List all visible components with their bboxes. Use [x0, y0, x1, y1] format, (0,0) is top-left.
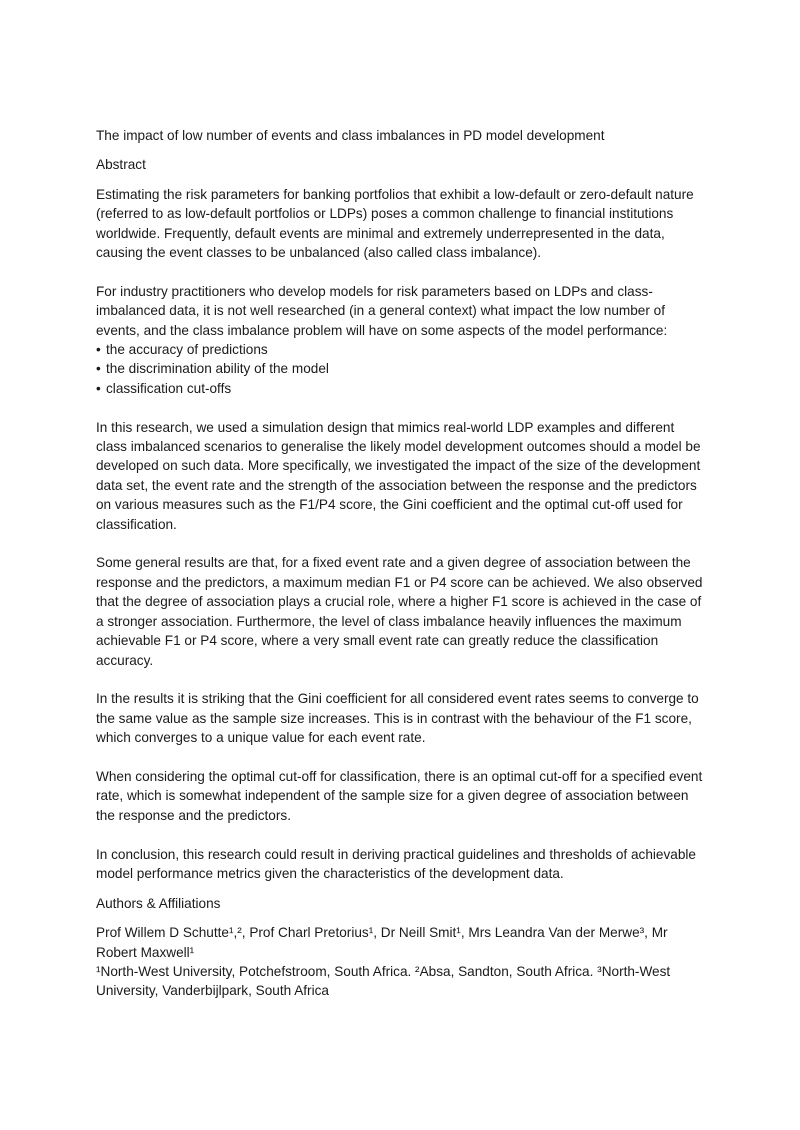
bullet-item	[96, 340, 708, 359]
bullet-text: classification cut-offs	[106, 380, 232, 396]
abstract-paragraph: In the results it is striking that the Gini coefficient for all considered event rates seems to converge to the same value as the sample size increases. This is in contrast with the behaviour of the F1 score, which converges to a unique value for each event rate.	[96, 691, 699, 746]
bullet-item	[96, 359, 708, 378]
abstract-heading: Abstract	[96, 157, 146, 173]
abstract-paragraph: In conclusion, this research could result in deriving practical guidelines and thresholds of achievable model performance metrics given the characteristics of the development data.	[96, 846, 696, 881]
bullet-item	[96, 379, 708, 398]
bullet-list	[96, 340, 708, 398]
abstract-paragraph: For industry practitioners who develop models for risk parameters based on LDPs and class-imbalanced data, it is not well researched (in a general context) what impact the low number of events, and the class imbalance problem will have on some aspects of the model performance:	[96, 283, 668, 338]
bullet-glyph: •	[96, 361, 101, 377]
authors-line: Prof Willem D Schutte¹,², Prof Charl Pretorius¹, Dr Neill Smit¹, Mrs Leandra Van der Merwe³, Mr	[96, 925, 668, 941]
document-page	[96, 126, 708, 1001]
bullet-glyph: •	[96, 342, 101, 358]
bullet-glyph: •	[96, 380, 101, 396]
abstract-paragraph: When considering the optimal cut-off for classification, there is an optimal cut-off for a specified event rate, which is somewhat independent of the sample size for a given degree of association between the response and the predictors.	[96, 768, 703, 823]
abstract-paragraph: Some general results are that, for a fixed event rate and a given degree of association between the response and the predictors, a maximum median F1 or P4 score can be achieved. We also observed that the degree of association plays a crucial role, where a higher F1 score is achieved in the case of a stronger association. Furthermore, the level of class imbalance heavily influences the maximum achievable F1 or P4 score, where a very small event rate can greatly reduce the classification accuracy.	[96, 555, 703, 668]
bullet-text: the accuracy of predictions	[106, 342, 268, 358]
authors-heading: Authors & Affiliations	[96, 895, 221, 911]
authors-line: Robert Maxwell¹	[96, 944, 195, 960]
bullet-text: the discrimination ability of the model	[106, 361, 329, 377]
affiliations-text: ¹North-West University, Potchefstroom, South Africa. ²Absa, Sandton, South Africa. ³North-West University, Vanderbijlpark, South Africa	[96, 963, 671, 999]
document-title: The impact of low number of events and class imbalances in PD model development	[96, 128, 605, 143]
abstract-paragraph: Estimating the risk parameters for banking portfolios that exhibit a low-default or zero-default nature (referred to as low-default portfolios or LDPs) poses a common challenge to financial institutions worldwide. Frequently, default events are minimal and extremely underrepresented in the data, causing the event classes to be unbalanced (also called class imbalance).	[96, 186, 694, 261]
abstract-paragraph: In this research, we used a simulation design that mimics real-world LDP examples and different class imbalanced scenarios to generalise the likely model development outcomes should a model be developed on such data. More specifically, we investigated the impact of the size of the development data set, the event rate and the strength of the association between the response and the predictors on various measures such as the F1/P4 score, the Gini coefficient and the optimal cut-off used for classification.	[96, 419, 701, 532]
practitioner-section	[96, 282, 708, 398]
